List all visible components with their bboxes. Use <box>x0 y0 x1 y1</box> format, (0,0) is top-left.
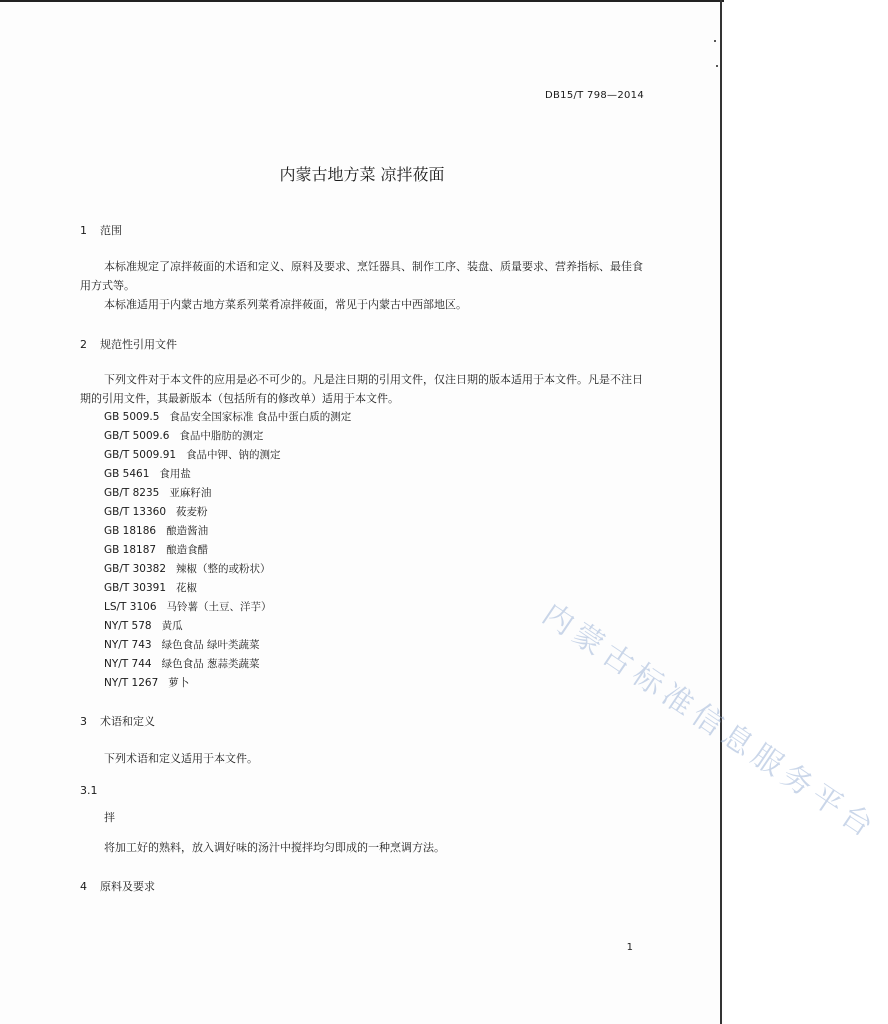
reference-item: NY/T 744 绿色食品 葱蒜类蔬菜 <box>104 658 260 670</box>
reference-item: GB 18187 酿造食醋 <box>104 544 209 556</box>
reference-item: GB 5009.5 食品安全国家标准 食品中蛋白质的测定 <box>104 411 352 423</box>
reference-item: NY/T 743 绿色食品 绿叶类蔬菜 <box>104 639 260 651</box>
section-3-heading <box>80 713 155 729</box>
section-number: 3 <box>80 715 87 728</box>
section-1-heading <box>80 222 122 238</box>
section-3-intro: 下列术语和定义适用于本文件。 <box>104 752 258 765</box>
reference-item: GB/T 5009.6 食品中脂肪的测定 <box>104 430 264 442</box>
normative-references-list <box>104 408 351 693</box>
section-4-heading <box>80 878 155 894</box>
section-2-intro: 下列文件对于本文件的应用是必不可少的。凡是注日期的引用文件，仅注日期的版本适用于本文件。凡是不注日期的引用文件，其最新版本（包括所有的修改单）适用于本文件。 <box>80 373 643 405</box>
section-1-paragraph-2: 本标准适用于内蒙古地方菜系列菜肴凉拌莜面，常见于内蒙古中西部地区。 <box>104 298 467 311</box>
page-number: 1 <box>626 942 633 953</box>
reference-item: NY/T 578 黄瓜 <box>104 620 183 632</box>
reference-item: LS/T 3106 马铃薯（土豆、洋芋） <box>104 601 272 613</box>
reference-item: GB/T 8235 亚麻籽油 <box>104 487 212 499</box>
subsection-number: 3.1 <box>80 784 98 797</box>
scan-speck <box>716 65 718 67</box>
scan-speck <box>714 40 716 42</box>
section-number: 4 <box>80 880 87 893</box>
scan-edge-right <box>720 0 722 1024</box>
section-title: 术语和定义 <box>100 715 155 728</box>
page-title: 内蒙古地方菜 凉拌莜面 <box>279 165 445 184</box>
section-1-paragraph-1: 本标准规定了凉拌莜面的术语和定义、原料及要求、烹饪器具、制作工序、装盘、质量要求、营养指标、最佳食用方式等。 <box>80 260 643 292</box>
term: 拌 <box>104 811 115 824</box>
section-title: 规范性引用文件 <box>100 338 177 351</box>
watermark: 内蒙古标准信息服务平台 <box>535 596 884 848</box>
section-title: 原料及要求 <box>100 880 155 893</box>
section-title: 范围 <box>100 224 122 237</box>
section-number: 1 <box>80 224 87 237</box>
reference-item: GB 18186 酿造酱油 <box>104 525 209 537</box>
reference-item: GB/T 30382 辣椒（整的或粉状） <box>104 563 271 575</box>
scan-edge-top <box>0 0 724 2</box>
section-2-heading <box>80 336 177 352</box>
section-number: 2 <box>80 338 87 351</box>
reference-item: GB 5461 食用盐 <box>104 468 191 480</box>
reference-item: GB/T 13360 莜麦粉 <box>104 506 208 518</box>
term-definition: 将加工好的熟料，放入调好味的汤汁中搅拌均匀即成的一种烹调方法。 <box>104 841 445 854</box>
reference-item: NY/T 1267 萝卜 <box>104 677 190 689</box>
reference-item: GB/T 30391 花椒 <box>104 582 198 594</box>
reference-item: GB/T 5009.91 食品中钾、钠的测定 <box>104 449 281 461</box>
doc-number: DB15/T 798—2014 <box>545 90 644 101</box>
